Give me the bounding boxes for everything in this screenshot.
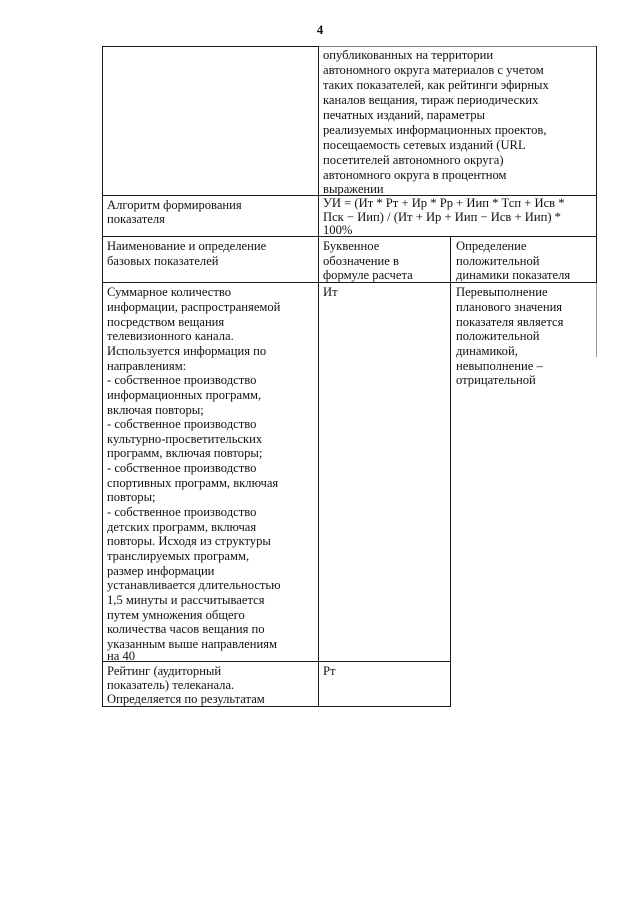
formula-line: 100% xyxy=(323,223,353,237)
dynamics-line: Перевыполнение xyxy=(456,285,548,299)
description-line: размер информации xyxy=(107,564,215,578)
header-line: Наименование и определение xyxy=(107,239,267,253)
column-divider-dynamics xyxy=(450,236,451,707)
continuation-line: автономного округа материалов с учетом xyxy=(323,63,544,77)
header-line: положительной xyxy=(456,254,540,268)
description-line: транслируемых программ, xyxy=(107,549,250,563)
continuation-line: опубликованных на территории xyxy=(323,48,494,62)
description-line: на 40 xyxy=(107,649,136,663)
table-right-border-top xyxy=(596,46,597,283)
description-line: информационных программ, xyxy=(107,388,262,402)
description-line: посредством вещания xyxy=(107,315,225,329)
algorithm-label-line: показателя xyxy=(107,212,165,226)
description-line: спортивных программ, включая xyxy=(107,476,279,490)
continuation-line: печатных изданий, параметры xyxy=(323,108,485,122)
column-divider-main xyxy=(318,46,319,707)
header-line: обозначение в xyxy=(323,254,399,268)
description-line: - собственное производство xyxy=(107,373,257,387)
header-line: Определение xyxy=(456,239,527,253)
description-line: информации, распространяемой xyxy=(107,300,281,314)
description-line: детских программ, включая xyxy=(107,520,257,534)
description-line: телевизионного канала. xyxy=(107,329,234,343)
description-line: повторы. Исходя из структуры xyxy=(107,534,271,548)
continuation-line: реализуемых информационных проектов, xyxy=(323,123,547,137)
table-top-line-left xyxy=(102,46,318,47)
description-line: программ, включая повторы; xyxy=(107,446,263,460)
header-line: формуле расчета xyxy=(323,268,413,282)
indicator2-symbol: Рт xyxy=(323,664,336,678)
header-line: динамики показателя xyxy=(456,268,571,282)
description-line: направлениям: xyxy=(107,359,187,373)
description-line: включая повторы; xyxy=(107,403,204,417)
continuation-line: автономного округа в процентном xyxy=(323,168,507,182)
dynamics-line: положительной xyxy=(456,329,540,343)
continuation-line: таких показателей, как рейтинги эфирных xyxy=(323,78,549,92)
dynamics-line: планового значения xyxy=(456,300,563,314)
indicator1-symbol: Ит xyxy=(323,285,338,299)
description-line: - собственное производство xyxy=(107,461,257,475)
description-line: путем умножения общего xyxy=(107,608,245,622)
description-line: количества часов вещания по xyxy=(107,622,265,636)
continuation-line: посещаемость сетевых изданий (URL xyxy=(323,138,526,152)
description-line: устанавливается длительностью xyxy=(107,578,281,592)
algorithm-label-line: Алгоритм формирования xyxy=(107,198,242,212)
dynamics-line: отрицательной xyxy=(456,373,536,387)
description-line: Определяется по результатам xyxy=(107,692,265,706)
header-line: базовых показателей xyxy=(107,254,219,268)
description-line: повторы; xyxy=(107,490,156,504)
description-line: Используется информация по xyxy=(107,344,267,358)
formula-line: Пск − Иип) / (Ит + Ир + Иип − Исв + Иип) * xyxy=(323,210,561,224)
dynamics-line: невыполнение – xyxy=(456,359,543,373)
continuation-line: выражении xyxy=(323,182,384,196)
dynamics-line: показателя является xyxy=(456,315,564,329)
description-line: - собственное производство xyxy=(107,417,257,431)
description-line: культурно-просветительских xyxy=(107,432,263,446)
header-line: Буквенное xyxy=(323,239,380,253)
description-line: Суммарное количество xyxy=(107,285,232,299)
dynamics-line: динамикой, xyxy=(456,344,518,358)
continuation-line: каналов вещания, тираж периодических xyxy=(323,93,539,107)
description-line: показатель) телеканала. xyxy=(107,678,235,692)
continuation-line: посетителей автономного округа) xyxy=(323,153,504,167)
description-line: 1,5 минуты и рассчитывается xyxy=(107,593,265,607)
formula-line: УИ = (Ит * Рт + Ир * Рр + Иип * Тсп + Исв * xyxy=(323,196,565,210)
table-top-line-right xyxy=(318,46,596,47)
description-line: - собственное производство xyxy=(107,505,257,519)
page-number: 4 xyxy=(316,22,324,37)
table-left-border xyxy=(102,46,103,707)
description-line: указанным выше направлениям xyxy=(107,637,277,651)
description-line: Рейтинг (аудиторный xyxy=(107,664,222,678)
row-divider-indicator2 xyxy=(102,661,450,662)
table-right-border-bottom xyxy=(596,282,597,357)
